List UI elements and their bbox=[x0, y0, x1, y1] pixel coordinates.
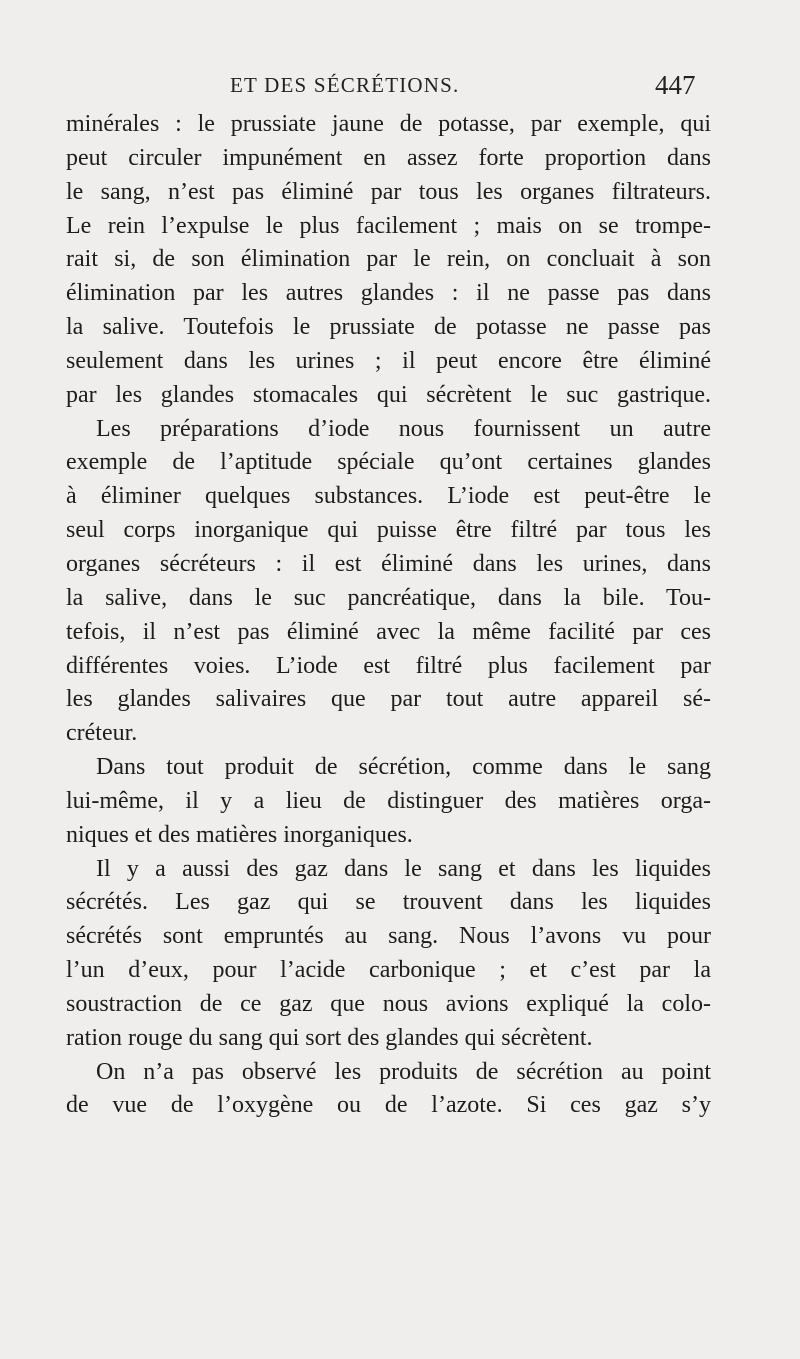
page-number: 447 bbox=[655, 70, 696, 100]
running-title: ET DES SÉCRÉTIONS. bbox=[230, 73, 460, 97]
text-line: sécrétés sont empruntés au sang. Nous l’avons vu pour bbox=[66, 923, 711, 950]
text-line: soustraction de ce gaz que nous avions expliqué la colo- bbox=[66, 990, 711, 1017]
text-line: élimination par les autres glandes : il ne passe pas dans bbox=[66, 280, 711, 307]
text-line: les glandes salivaires que par tout autre appareil sé- bbox=[66, 686, 711, 713]
text-line: tefois, il n’est pas éliminé avec la même facilité par ces bbox=[66, 618, 711, 645]
text-line: sécrétés. Les gaz qui se trouvent dans les liquides bbox=[66, 889, 711, 916]
paragraph-start-line: On n’a pas observé les produits de sécrétion au point bbox=[96, 1058, 711, 1085]
text-line: Le rein l’expulse le plus facilement ; mais on se trompe- bbox=[66, 212, 711, 239]
text-line: différentes voies. L’iode est filtré plus facilement par bbox=[66, 652, 711, 679]
text-line: exemple de l’aptitude spéciale qu’ont certaines glandes bbox=[66, 449, 711, 476]
text-line: la salive. Toutefois le prussiate de potasse ne passe pas bbox=[66, 314, 711, 341]
running-head bbox=[60, 70, 760, 107]
text-line: rait si, de son élimination par le rein, on concluait à son bbox=[66, 246, 711, 273]
text-line: organes sécréteurs : il est éliminé dans les urines, dans bbox=[66, 550, 711, 577]
text-line: minérales : le prussiate jaune de potasse, par exemple, qui bbox=[66, 111, 711, 137]
paragraph-start-line: Il y a aussi des gaz dans le sang et dans les liquides bbox=[96, 855, 711, 882]
text-line: la salive, dans le suc pancréatique, dans la bile. Tou- bbox=[66, 584, 711, 611]
paragraph-end-line: ration rouge du sang qui sort des glandes qui sécrètent. bbox=[66, 1024, 593, 1051]
text-line: l’un d’eux, pour l’acide carbonique ; et c’est par la bbox=[66, 957, 711, 984]
paragraph-start-line: Les préparations d’iode nous fournissent un autre bbox=[96, 415, 711, 442]
text-line: seulement dans les urines ; il peut encore être éliminé bbox=[66, 347, 711, 374]
paragraph-start-line: Dans tout produit de sécrétion, comme dans le sang bbox=[96, 754, 711, 781]
text-line: à éliminer quelques substances. L’iode est peut-être le bbox=[66, 483, 711, 510]
text-line: lui-même, il y a lieu de distinguer des matières orga- bbox=[66, 787, 711, 814]
paragraph-end-line: créteur. bbox=[66, 720, 138, 747]
text-line: seul corps inorganique qui puisse être filtré par tous les bbox=[66, 517, 711, 544]
paragraph-end-line: niques et des matières inorganiques. bbox=[66, 821, 413, 848]
text-line: par les glandes stomacales qui sécrètent le suc gastrique. bbox=[66, 381, 711, 408]
text-line: peut circuler impunément en assez forte proportion dans bbox=[66, 144, 711, 171]
text-line: le sang, n’est pas éliminé par tous les organes filtrateurs. bbox=[66, 178, 711, 205]
body-text bbox=[66, 108, 711, 1123]
text-line: de vue de l’oxygène ou de l’azote. Si ces gaz s’y bbox=[66, 1092, 711, 1119]
